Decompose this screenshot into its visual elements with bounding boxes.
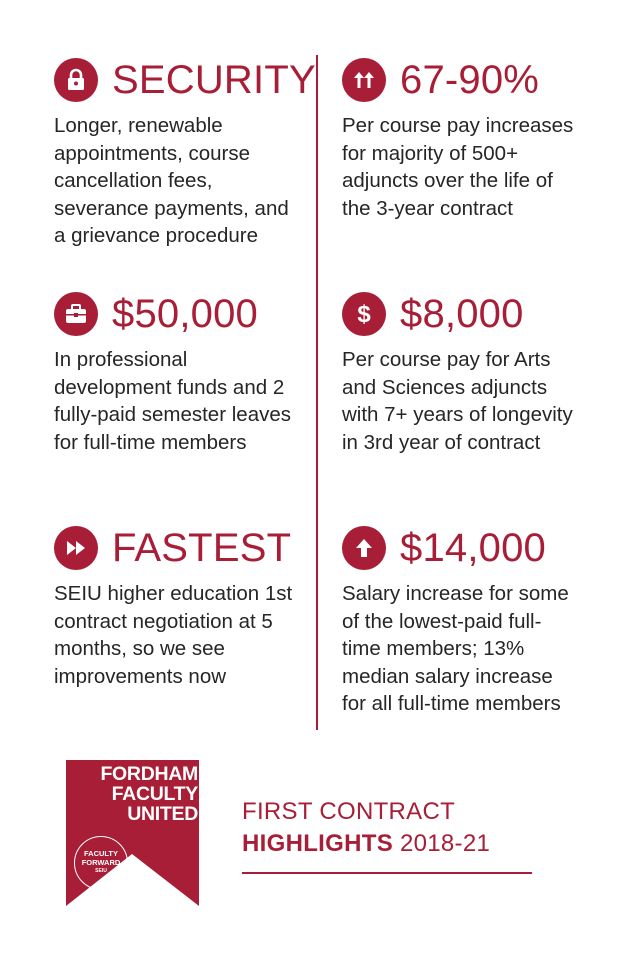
- highlight-development-funds: [54, 290, 304, 456]
- highlight-headline: 67-90%: [400, 58, 540, 102]
- highlight-salary-increase: [342, 524, 592, 718]
- text-line: for all full-time members: [342, 692, 561, 715]
- footer-title-bold: HIGHLIGHTS: [242, 830, 393, 857]
- footer-title-line2: [242, 828, 490, 860]
- highlight-fastest: [54, 524, 304, 690]
- text-line: Salary increase for some: [342, 582, 569, 605]
- badge-small-text: SEIU: [95, 868, 107, 874]
- text-line: a grievance procedure: [54, 224, 258, 247]
- text-line: months, so we see: [54, 637, 225, 660]
- text-line: for full-time members: [54, 430, 247, 454]
- highlight-description: [54, 112, 304, 250]
- text-line: SEIU higher education 1st: [54, 582, 293, 605]
- briefcase-icon: [54, 292, 98, 336]
- logo-line: UNITED: [127, 803, 198, 825]
- text-line: severance payments, and: [54, 196, 289, 220]
- footer-divider: [242, 872, 532, 874]
- arrow-up-icon: [342, 526, 386, 570]
- highlight-description: [342, 346, 592, 456]
- highlight-description: [342, 112, 592, 222]
- text-line: time members; 13%: [342, 637, 525, 660]
- logo-line: FACULTY: [111, 783, 198, 805]
- highlight-pay-increase: [342, 56, 592, 222]
- text-line: the 3-year contract: [342, 196, 513, 220]
- text-line: adjuncts over the life of: [342, 169, 553, 192]
- text-line: contract negotiation at 5: [54, 609, 273, 633]
- highlight-header: [342, 524, 592, 572]
- text-line: Per course pay for Arts: [342, 348, 551, 371]
- highlight-header: [342, 290, 592, 338]
- highlight-header: [342, 56, 592, 104]
- footer-title-line1: FIRST CONTRACT: [242, 798, 456, 825]
- svg-text:$: $: [357, 301, 371, 328]
- badge-line: FACULTY: [83, 849, 119, 858]
- highlight-headline: FASTEST: [112, 526, 292, 570]
- text-line: In professional: [54, 348, 188, 371]
- text-line: with 7+ years of longevity: [342, 403, 573, 426]
- text-line: in 3rd year of contract: [342, 430, 541, 454]
- logo-wordmark: [78, 764, 198, 824]
- text-line: Longer, renewable: [54, 114, 223, 137]
- highlight-description: [342, 580, 592, 718]
- fordham-faculty-united-logo: [66, 760, 199, 906]
- text-line: of the lowest-paid full-: [342, 609, 542, 633]
- text-line: Per course pay increases: [342, 114, 574, 137]
- highlight-header: [54, 56, 316, 104]
- badge-line: FORWARD: [81, 858, 121, 867]
- highlight-header: [54, 524, 304, 572]
- text-line: cancellation fees,: [54, 169, 213, 192]
- dollar-icon: [342, 292, 386, 336]
- text-line: fully-paid semester leaves: [54, 403, 291, 426]
- logo-line: FORDHAM: [100, 763, 198, 785]
- text-line: median salary increase: [342, 664, 553, 688]
- text-line: for majority of 500+: [342, 141, 519, 165]
- faculty-forward-badge: [74, 836, 128, 890]
- highlight-headline: $50,000: [112, 292, 258, 336]
- highlight-description: [54, 346, 304, 456]
- highlight-description: [54, 580, 304, 690]
- highlight-adjunct-pay: [342, 290, 592, 456]
- arrows-up-down-icon: [342, 58, 386, 102]
- text-line: development funds and 2: [54, 375, 285, 399]
- footer-title-rest: 2018-21: [393, 830, 491, 857]
- fast-forward-icon: [54, 526, 98, 570]
- highlight-headline: SECURITY: [112, 58, 316, 102]
- lock-icon: [54, 58, 98, 102]
- text-line: appointments, course: [54, 141, 251, 165]
- footer-title: [242, 796, 490, 860]
- highlight-security: [54, 56, 316, 250]
- text-line: and Sciences adjuncts: [342, 375, 548, 399]
- highlight-headline: $14,000: [400, 526, 546, 570]
- center-divider: [316, 55, 318, 730]
- highlight-headline: $8,000: [400, 292, 524, 336]
- text-line: improvements now: [54, 664, 227, 688]
- highlight-header: [54, 290, 304, 338]
